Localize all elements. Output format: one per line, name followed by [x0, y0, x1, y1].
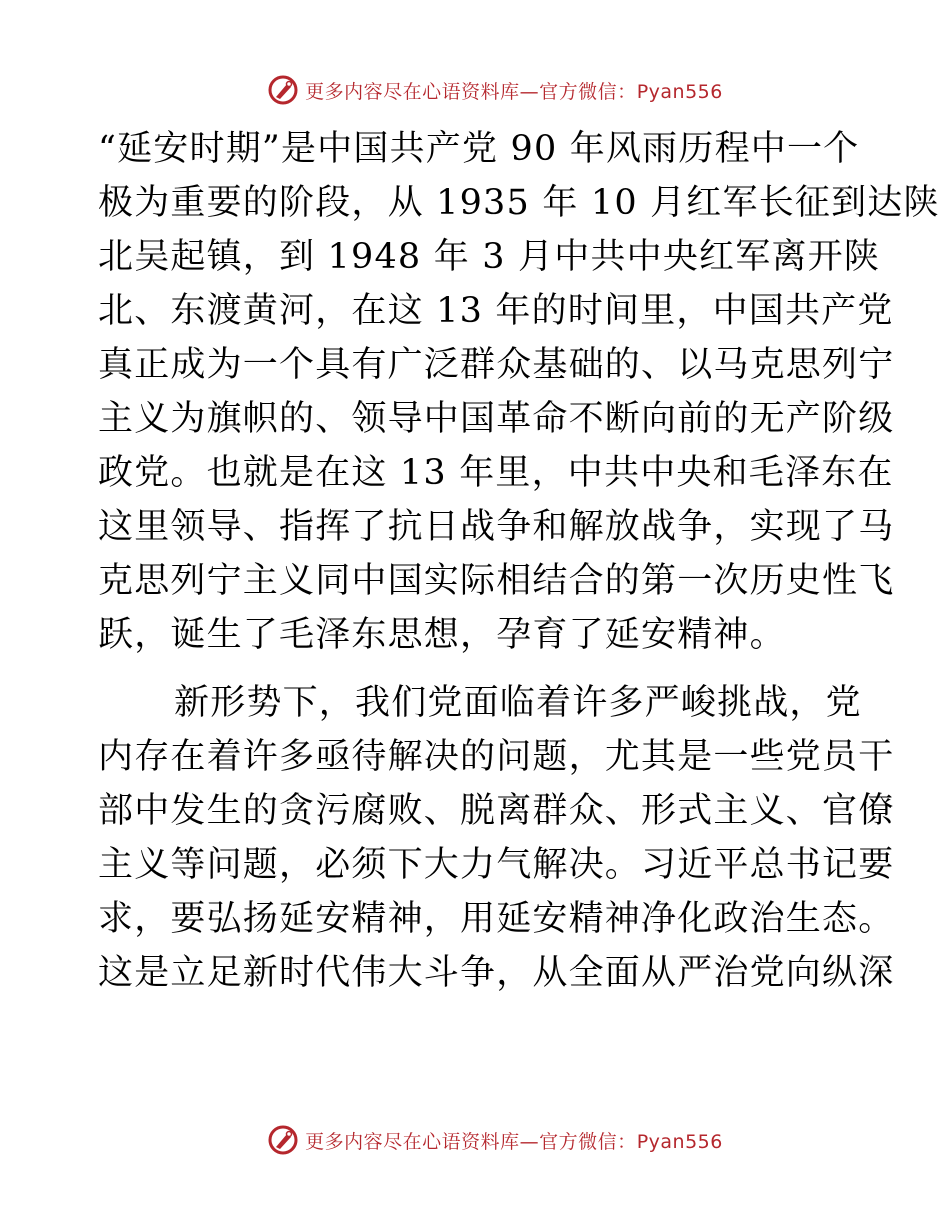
paragraph [98, 676, 895, 1000]
text-line: 北、东渡黄河，在这 13 年的时间里，中国共产党 [98, 291, 894, 331]
footer-watermark [0, 1122, 950, 1158]
text-line: 极为重要的阶段，从 1935 年 10 月红军长征到达陕 [98, 183, 940, 223]
watermark-wechat-label: 官方微信： [539, 1130, 637, 1153]
watermark-separator: — [519, 1130, 540, 1153]
watermark-group [267, 74, 723, 106]
text-line: 这是立足新时代伟大斗争，从全面从严治党向纵深 [98, 953, 895, 993]
text-line: 新形势下，我们党面临着许多严峻挑战，党 [174, 683, 862, 723]
watermark-text [305, 1127, 723, 1154]
paragraph [98, 122, 940, 662]
pen-circle-icon [267, 74, 299, 106]
watermark-wechat-id: Pyan556 [636, 1130, 723, 1153]
watermark-brand: 更多内容尽在心语资料库 [305, 1130, 520, 1153]
text-line: 主义为旗帜的、领导中国革命不断向前的无产阶级 [98, 399, 895, 439]
watermark-wechat-id: Pyan556 [636, 80, 723, 103]
text-line: 克思列宁主义同中国实际相结合的第一次历史性飞 [98, 561, 895, 601]
text-line: 部中发生的贪污腐败、脱离群众、形式主义、官僚 [98, 791, 895, 831]
text-line: “延安时期”是中国共产党 90 年风雨历程中一个 [98, 129, 860, 169]
watermark-brand: 更多内容尽在心语资料库 [305, 80, 520, 103]
text-line: 政党。也就是在这 13 年里，中共中央和毛泽东在 [98, 453, 894, 493]
text-line: 跃，诞生了毛泽东思想，孕育了延安精神。 [98, 615, 786, 655]
watermark-group [267, 1124, 723, 1156]
text-line: 主义等问题，必须下大力气解决。习近平总书记要 [98, 845, 895, 885]
watermark-text [305, 77, 723, 104]
pen-circle-icon [267, 1124, 299, 1156]
watermark-wechat-label: 官方微信： [539, 80, 637, 103]
document-body [98, 122, 940, 1000]
text-line: 这里领导、指挥了抗日战争和解放战争，实现了马 [98, 507, 895, 547]
text-line: 内存在着许多亟待解决的问题，尤其是一些党员干 [98, 737, 895, 777]
text-line: 求，要弘扬延安精神，用延安精神净化政治生态。 [98, 899, 895, 939]
watermark-separator: — [519, 80, 540, 103]
text-line: 北吴起镇，到 1948 年 3 月中共中央红军离开陕 [98, 237, 881, 277]
text-line: 真正成为一个具有广泛群众基础的、以马克思列宁 [98, 345, 895, 385]
header-watermark [0, 72, 950, 108]
